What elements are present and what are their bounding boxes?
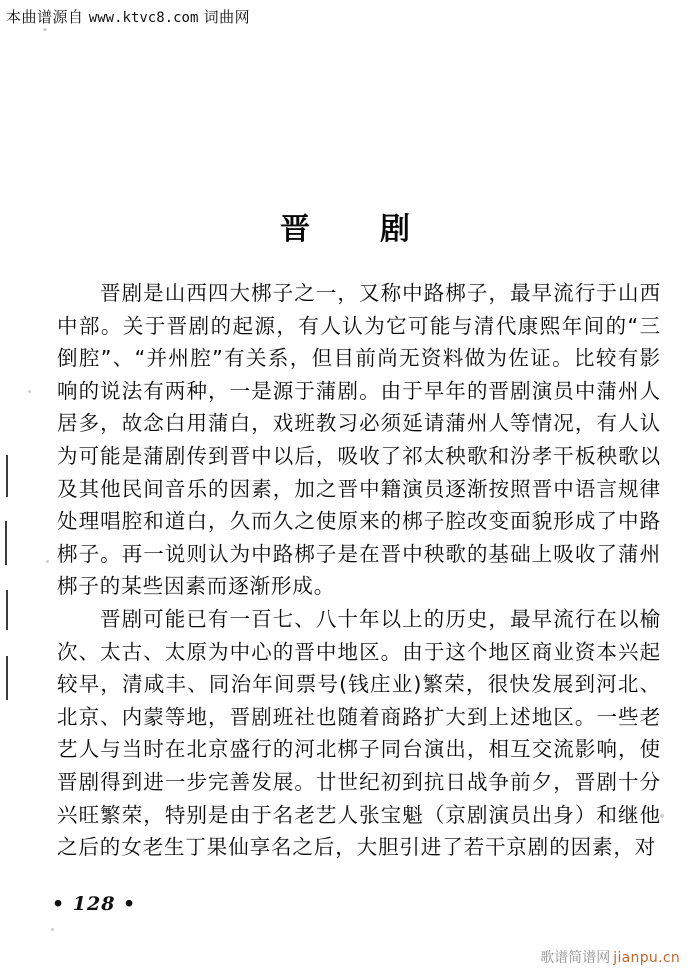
top-source-watermark: [6, 6, 250, 27]
scan-edge-tick: [6, 656, 8, 700]
site-watermark: [540, 947, 680, 968]
site-watermark-name: 歌谱简谱网: [540, 950, 611, 966]
scan-speckle: [51, 928, 54, 931]
top-watermark-prefix: 本曲谱源自: [6, 8, 84, 26]
scan-edge-tick: [6, 455, 8, 497]
scan-speckle: [28, 390, 31, 393]
page-number: • 128 •: [52, 893, 137, 915]
body-paragraph-2: 晋剧可能已有一百七、八十年以上的历史，最早流行在以榆次、太古、太原为中心的晋中地区。由于这个地区商业资本兴起较早，清咸丰、同治年间票号(钱庄业)繁荣，很快发展到河北、北京、内蒙等地，晋剧班社也随着商路扩大到上述地区。一些老艺人与当时在北京盛行的河北梆子同台演出，相互交流影响，使晋剧得到进一步完善发展。廿世纪初到抗日战争前夕，晋剧十分兴旺繁荣，特别是由于名老艺人张宝魁（京剧演员出身）和继他之后的女老生丁果仙享名之后，大胆引进了若干京剧的因素，对: [57, 606, 661, 860]
site-watermark-domain: jianpu.cn: [613, 950, 680, 966]
scan-edge-tick: [5, 521, 7, 565]
page-title: 晋剧: [280, 212, 480, 248]
scan-edge-tick: [6, 590, 8, 630]
scan-speckle: [43, 28, 47, 31]
top-watermark-url: www.ktvc8.com: [88, 10, 199, 26]
scan-speckle: [46, 560, 49, 563]
top-watermark-suffix: 词曲网: [203, 8, 251, 26]
body-paragraph-1: 晋剧是山西四大梆子之一，又称中路梆子，最早流行于山西中部。关于晋剧的起源，有人认为它可能与清代康熙年间的“三倒腔”、“并州腔”有关系，但目前尚无资料做为佐证。比较有影响的说法有两种，一是源于蒲剧。由于早年的晋剧演员中蒲州人居多，故念白用蒲白，戏班教习必须延请蒲州人等情况，有人认为可能是蒲剧传到晋中以后，吸收了祁太秧歌和汾孝干板秧歌以及其他民间音乐的因素，加之晋中籍演员逐渐按照晋中语言规律处理唱腔和道白，久而久之使原来的梆子腔改变面貌形成了中路梆子。再一说则认为中路梆子是在晋中秧歌的基础上吸收了蒲州梆子的某些因素而逐渐形成。: [57, 281, 661, 599]
article-body: [57, 277, 661, 864]
